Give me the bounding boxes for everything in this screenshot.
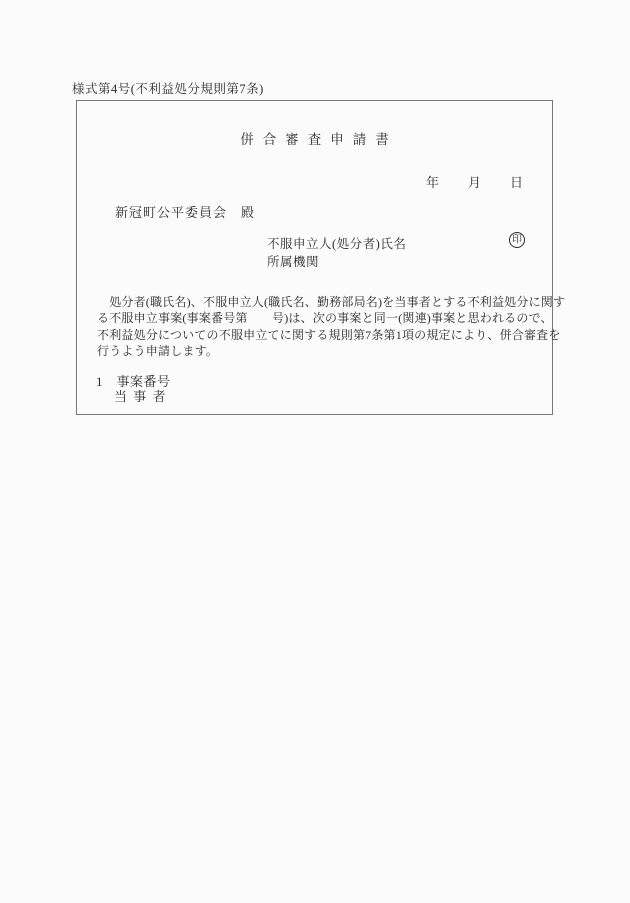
appellant-name-label: 不服申立人(処分者)氏名 — [267, 237, 407, 251]
addressee-line: 新冠町公平委員会 殿 — [115, 205, 256, 220]
paragraph-line-1: 処分者(職氏名)、不服申立人(職氏名、勤務部局名)を当事者とする不利益処分に関す — [97, 295, 566, 309]
form-border-box — [76, 100, 566, 415]
body-paragraph — [97, 294, 565, 360]
paragraph-line-2: る不服申立事案(事案番号第 号)は、次の事案と同一(関連)事案と思われるので、 — [97, 311, 553, 326]
form-number-label: 様式第4号(不利益処分規則第7条) — [72, 82, 264, 96]
case-number-line: 1 事案番号 — [96, 374, 171, 389]
seal-character: 印 — [512, 234, 522, 246]
affiliation-label: 所属機関 — [267, 255, 320, 269]
parties-line: 当 事 者 — [114, 389, 168, 404]
paragraph-line-4: 行うよう申請します。 — [97, 344, 219, 359]
seal-stamp-icon — [509, 232, 525, 248]
paragraph-line-3: 不利益処分についての不服申立てに関する規則第7条第1項の規定により、併合審査を — [97, 327, 561, 342]
date-line: 年 月 日 — [425, 175, 524, 190]
form-title: 併合審査申請書 — [240, 132, 398, 147]
